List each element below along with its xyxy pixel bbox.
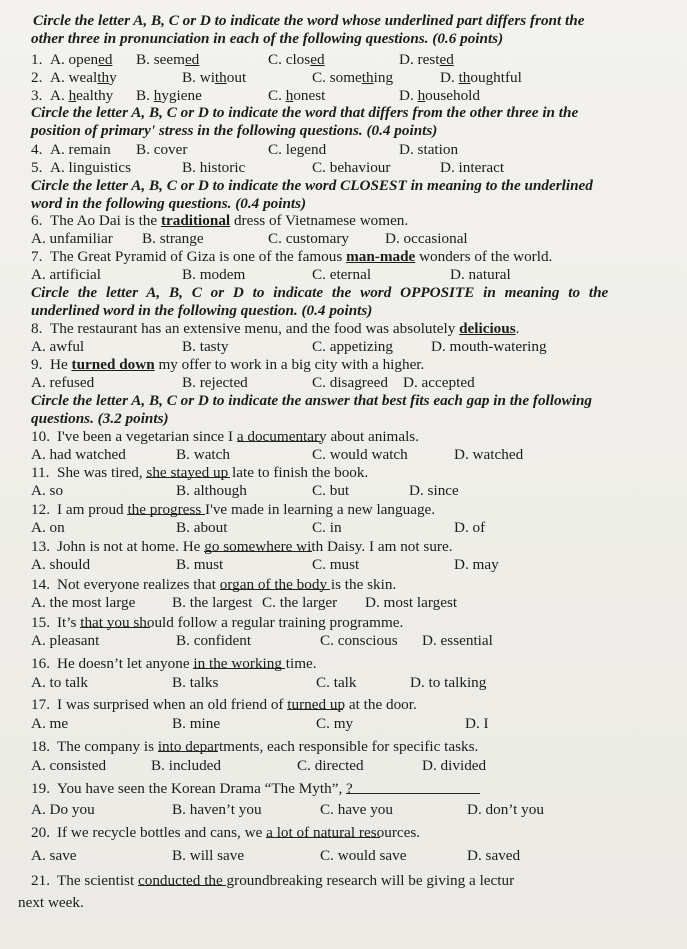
option-a[interactable]: A. had watched [31,446,126,463]
option-d[interactable]: D. since [409,482,459,499]
option-c[interactable]: C. appetizing [312,338,393,355]
option-d[interactable]: D. of [454,519,486,536]
option-d[interactable]: D. natural [450,266,511,283]
option-a[interactable]: A. unfamiliar [31,230,113,247]
option-b[interactable]: B. without [182,69,247,86]
option-c[interactable]: C. would watch [312,446,408,463]
option-d[interactable]: D. watched [454,446,524,463]
answer-blank[interactable] [138,872,226,886]
answer-blank[interactable] [346,780,480,794]
option-c[interactable]: C. closed [268,51,325,68]
option-c[interactable]: C. behaviour [312,159,391,176]
option-b[interactable]: B. mine [172,715,221,732]
option-a[interactable]: A. linguistics [50,159,132,176]
option-d[interactable]: D. mouth-watering [431,338,547,355]
answer-blank[interactable] [237,428,321,442]
option-d[interactable]: D. most largest [365,594,458,611]
option-b[interactable]: B. confident [176,632,252,649]
option-a[interactable]: A. me [31,715,69,732]
option-d[interactable]: D. essential [422,632,493,649]
option-b[interactable]: B. rejected [182,374,248,391]
option-b[interactable]: B. talks [172,674,219,691]
answer-blank[interactable] [220,576,330,590]
option-c[interactable]: C. customary [268,230,349,247]
option-a[interactable]: A. refused [31,374,95,391]
worksheet-page: Circle the letter A, B, C or D to indicate the word whose underlined part differs front the other three in pronunciation in each of the following questions. (0.6 points) 1. A. opened B. seemed C. closed D. rested 2. A. wealthy B. without C. something D. thoughtful 3. A. healthy B. hygiene C. honest D. household Circle the letter A, B, C or D to indicate the word that differs from the other three in the position of primary' stress in the following questions. (0.4 points) 4. A. remain B. cover C. legend D. station 5. A. linguistics B. historic C. behaviour D. interact Circle the letter A, B, C or D to indicate the word CLOSEST in meaning to the underlined word in the following questions. (0.4 points) 6. The Ao Dai is the traditional dress of Vietnamese women. A. unfamiliar B. strange C. customary D. occasional 7. The Great Pyramid of Giza is one of the famous man-made wonders of the world. A. artificial B. modem C. eternal D. natural Circle the letter A, B, C or D to indicate the word OPPOSITE in meaning to the underlined word in the following question. (0.4 points) 8. The restaurant has an extensive menu, and the food was absolutely delicious. A. awful B. tasty C. appetizing D. mouth-watering 9. He turned down my offer to work in a big city with a higher. A. refused B. rejected C. disagreed D. accepted Circle the letter A, B, C or D to indicate the answer that best fits each gap in the following questions. (3.2 points) 10. I've been a vegetarian since I a documentary about animals. A. had watched B. watch C. would watch D. watched 11. She was tired, she stayed up late to finish the book. A. so B. although C. but D. since 12. I am proud the progress I've made in learning a new language. A. on B. about C. in D. of 13. John is not at home. He go somewhere with Daisy. I am not sure. A. should B. must C. must D. may 14. Not everyone realizes that organ of the body is the skin. A. the most large B. the largest C. the larger D. most largest 15. It’s that you should follow a regular training programme. A. pleasant B. confident C. conscious D. essential 16. He doesn’t let anyone in the working time. A. to talk B. talks C. talk D. to talking 17. I was surprised when an old friend of turned up at the door. A. me B. mine C. my D. I 18. The company is into departments, each responsible for specific tasks. A. consisted B. included C. directed D. divided 19. You have seen the Korean Drama “The Myth”, ? A. Do you B. haven’t you C. have you D. don’t you 20. If we recycle bottles and cans, we a lot of natural resources. A. save B. will save C. would save D. saved 21. The scientist conducted the groundbreaking research will be giving a lectur next week. [0,0,687,949]
option-b[interactable]: B. included [151,757,222,774]
option-c[interactable]: C. talk [316,674,357,691]
option-c[interactable]: C. eternal [312,266,372,283]
option-d[interactable]: D. rested [399,51,454,68]
option-d[interactable]: D. to talking [410,674,487,691]
option-c[interactable]: C. legend [268,141,327,158]
option-b[interactable]: B. will save [172,847,245,864]
option-c[interactable]: C. would save [320,847,407,864]
option-c[interactable]: C. the larger [262,594,338,611]
option-b[interactable]: B. about [176,519,228,536]
option-d[interactable]: D. occasional [385,230,468,247]
option-a[interactable]: A. save [31,847,77,864]
option-b[interactable]: B. must [176,556,224,573]
option-c[interactable]: C. disagreed [312,374,388,391]
answer-blank[interactable] [146,464,230,478]
option-c[interactable]: C. something [312,69,394,86]
option-c[interactable]: C. but [312,482,350,499]
option-b[interactable]: B. strange [142,230,204,247]
option-a[interactable]: A. pleasant [31,632,100,649]
option-c[interactable]: C. in [312,519,342,536]
option-a[interactable]: A. so [31,482,64,499]
option-a[interactable]: A. on [31,519,65,536]
option-c[interactable]: C. conscious [320,632,398,649]
option-a[interactable]: A. to talk [31,674,88,691]
option-b[interactable]: B. seemed [136,51,200,68]
option-d[interactable]: D. station [399,141,459,158]
option-b[interactable]: B. although [176,482,247,499]
answer-blank[interactable] [193,655,285,669]
option-d[interactable]: D. interact [440,159,505,176]
option-a[interactable]: A. opened [50,51,113,68]
option-a[interactable]: A. awful [31,338,85,355]
option-c[interactable]: C. my [316,715,354,732]
option-a[interactable]: A. should [31,556,91,573]
option-c[interactable]: C. directed [297,757,364,774]
answer-blank[interactable] [204,538,312,552]
option-c[interactable]: C. have you [320,801,393,818]
option-a[interactable]: A. artificial [31,266,101,283]
option-d[interactable]: D. saved [467,847,521,864]
option-d[interactable]: D. household [399,87,480,104]
option-d[interactable]: D. divided [422,757,487,774]
option-d[interactable]: D. may [454,556,499,573]
option-a[interactable]: A. wealthy [50,69,117,86]
option-a[interactable]: A. remain [50,141,111,158]
answer-blank[interactable] [80,614,150,628]
option-a[interactable]: A. consisted [31,757,107,774]
option-d[interactable]: D. don’t you [467,801,544,818]
option-b[interactable]: B. hygiene [136,87,202,104]
option-d[interactable]: D. accepted [403,374,475,391]
answer-blank[interactable] [158,738,218,752]
option-d[interactable]: D. thoughtful [440,69,522,86]
option-b[interactable]: B. cover [136,141,188,158]
answer-blank[interactable] [127,501,205,515]
option-b[interactable]: B. historic [182,159,246,176]
option-b[interactable]: B. the largest [172,594,253,611]
answer-blank[interactable] [287,696,343,710]
option-a[interactable]: A. healthy [50,87,114,104]
option-b[interactable]: B. haven’t you [172,801,262,818]
option-d[interactable]: D. I [465,715,489,732]
option-c[interactable]: C. honest [268,87,326,104]
option-c[interactable]: C. must [312,556,360,573]
option-b[interactable]: B. tasty [182,338,229,355]
option-a[interactable]: A. Do you [31,801,95,818]
option-b[interactable]: B. modem [182,266,246,283]
option-a[interactable]: A. the most large [31,594,136,611]
option-b[interactable]: B. watch [176,446,230,463]
answer-blank[interactable] [266,824,380,838]
